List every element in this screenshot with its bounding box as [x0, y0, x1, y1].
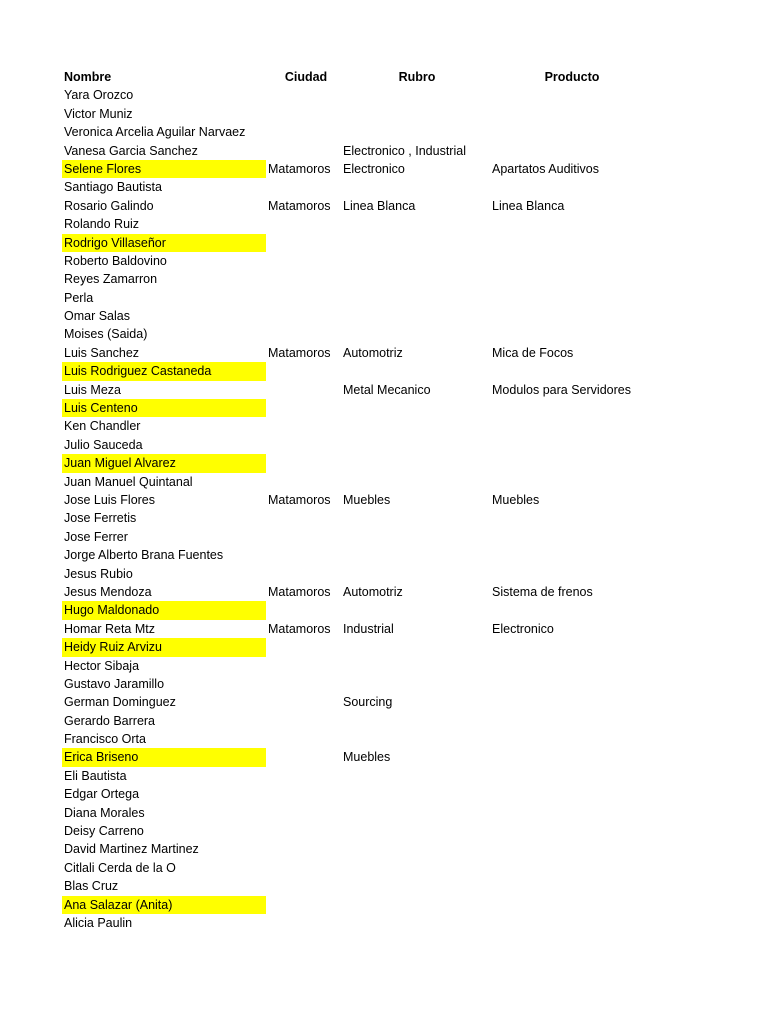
cell-producto — [492, 399, 682, 417]
cell-rubro — [343, 252, 491, 270]
header-nombre: Nombre — [64, 70, 112, 84]
cell-ciudad — [267, 252, 344, 270]
table-row — [62, 730, 682, 748]
cell-ciudad — [267, 307, 344, 325]
cell-rubro — [343, 675, 491, 693]
cell-ciudad — [267, 234, 344, 252]
cell-ciudad: Matamoros — [268, 345, 331, 360]
cell-rubro — [343, 86, 491, 104]
cell-rubro: Metal Mecanico — [343, 382, 431, 397]
cell-nombre: Edgar Ortega — [64, 787, 140, 802]
cell-nombre: Jorge Alberto Brana Fuentes — [64, 548, 224, 563]
cell-rubro — [343, 601, 491, 619]
cell-rubro — [343, 565, 491, 583]
cell-rubro — [343, 657, 491, 675]
table-row — [62, 362, 682, 380]
cell-ciudad — [267, 601, 344, 619]
cell-ciudad — [267, 840, 344, 858]
table-row — [62, 270, 682, 288]
header-producto: Producto — [544, 70, 600, 84]
cell-producto — [492, 657, 682, 675]
cell-ciudad: Matamoros — [268, 492, 331, 507]
cell-rubro — [343, 234, 491, 252]
cell-rubro — [343, 270, 491, 288]
table-row — [62, 583, 682, 601]
cell-nombre: Juan Miguel Alvarez — [62, 454, 266, 472]
cell-nombre: Roberto Baldovino — [64, 253, 167, 268]
cell-ciudad: Matamoros — [268, 161, 331, 176]
cell-nombre: Omar Salas — [64, 309, 130, 324]
cell-nombre: Reyes Zamarron — [64, 272, 158, 287]
cell-producto: Muebles — [492, 492, 540, 507]
cell-ciudad — [267, 528, 344, 546]
table-row — [62, 436, 682, 454]
cell-ciudad — [267, 178, 344, 196]
cell-nombre: Luis Rodriguez Castaneda — [62, 362, 266, 380]
cell-nombre: Homar Reta Mtz — [64, 621, 155, 636]
cell-rubro — [343, 914, 491, 932]
table-row — [62, 748, 682, 766]
table-row — [62, 785, 682, 803]
cell-ciudad — [267, 123, 344, 141]
cell-producto: Mica de Focos — [492, 345, 574, 360]
cell-nombre: Ana Salazar (Anita) — [62, 896, 266, 914]
cell-producto: Electronico — [492, 621, 554, 636]
cell-rubro: Automotriz — [343, 584, 403, 599]
table-row — [62, 565, 682, 583]
cell-ciudad — [267, 914, 344, 932]
cell-rubro — [343, 178, 491, 196]
table-row — [62, 491, 682, 509]
cell-ciudad — [267, 767, 344, 785]
cell-rubro: Automotriz — [343, 345, 403, 360]
cell-ciudad — [267, 105, 344, 123]
cell-rubro — [343, 804, 491, 822]
cell-ciudad — [267, 657, 344, 675]
table-row — [62, 123, 682, 141]
table-row — [62, 234, 682, 252]
cell-producto — [492, 693, 682, 711]
cell-ciudad: Matamoros — [268, 621, 331, 636]
cell-ciudad — [267, 877, 344, 895]
cell-ciudad — [267, 142, 344, 160]
cell-ciudad — [267, 785, 344, 803]
cell-ciudad — [267, 565, 344, 583]
cell-rubro — [343, 896, 491, 914]
cell-producto — [492, 804, 682, 822]
cell-ciudad: Matamoros — [268, 198, 331, 213]
cell-nombre: Diana Morales — [64, 805, 145, 820]
cell-rubro — [343, 325, 491, 343]
cell-producto — [492, 473, 682, 491]
table-row — [62, 877, 682, 895]
table-row — [62, 344, 682, 362]
table-row — [62, 105, 682, 123]
cell-rubro — [343, 785, 491, 803]
cell-rubro — [343, 859, 491, 877]
cell-producto — [492, 509, 682, 527]
table-row — [62, 657, 682, 675]
cell-producto — [492, 565, 682, 583]
table-row — [62, 252, 682, 270]
table-row — [62, 601, 682, 619]
cell-nombre: Jesus Rubio — [64, 566, 133, 581]
cell-rubro: Muebles — [343, 750, 391, 765]
table-row — [62, 859, 682, 877]
cell-nombre: Moises (Saida) — [64, 327, 148, 342]
cell-producto — [492, 307, 682, 325]
cell-producto — [492, 914, 682, 932]
cell-ciudad — [267, 325, 344, 343]
cell-rubro — [343, 105, 491, 123]
cell-rubro — [343, 307, 491, 325]
cell-producto — [492, 675, 682, 693]
cell-nombre: Citlali Cerda de la O — [64, 860, 176, 875]
cell-producto — [492, 767, 682, 785]
cell-nombre: David Martinez Martinez — [64, 842, 199, 857]
cell-ciudad — [267, 859, 344, 877]
cell-nombre: Rodrigo Villaseñor — [62, 234, 266, 252]
table-row — [62, 215, 682, 233]
cell-ciudad — [267, 675, 344, 693]
cell-producto — [492, 730, 682, 748]
table-row — [62, 620, 682, 638]
cell-nombre: Gerardo Barrera — [64, 713, 156, 728]
cell-ciudad: Matamoros — [268, 584, 331, 599]
cell-nombre: Luis Meza — [64, 382, 121, 397]
spreadsheet-table — [62, 68, 682, 932]
cell-rubro — [343, 730, 491, 748]
cell-nombre: Vanesa Garcia Sanchez — [64, 143, 198, 158]
cell-ciudad — [267, 454, 344, 472]
cell-producto — [492, 215, 682, 233]
cell-producto — [492, 362, 682, 380]
table-row — [62, 197, 682, 215]
cell-ciudad — [267, 399, 344, 417]
cell-ciudad — [267, 822, 344, 840]
cell-ciudad — [267, 436, 344, 454]
cell-producto — [492, 289, 682, 307]
cell-rubro — [343, 454, 491, 472]
cell-producto — [492, 859, 682, 877]
cell-producto — [492, 896, 682, 914]
cell-ciudad — [267, 730, 344, 748]
cell-nombre: Juan Manuel Quintanal — [64, 474, 193, 489]
cell-producto: Sistema de frenos — [492, 584, 593, 599]
cell-nombre: Luis Sanchez — [64, 345, 140, 360]
table-row — [62, 546, 682, 564]
cell-nombre: Selene Flores — [62, 160, 266, 178]
cell-producto: Apartatos Auditivos — [492, 161, 600, 176]
cell-producto — [492, 822, 682, 840]
table-row — [62, 804, 682, 822]
cell-nombre: Jesus Mendoza — [64, 584, 152, 599]
table-row — [62, 142, 682, 160]
cell-ciudad — [267, 215, 344, 233]
cell-nombre: Santiago Bautista — [64, 180, 162, 195]
cell-producto — [492, 785, 682, 803]
cell-nombre: Alicia Paulin — [64, 915, 133, 930]
cell-rubro — [343, 877, 491, 895]
table-row — [62, 307, 682, 325]
cell-nombre: Yara Orozco — [64, 88, 134, 103]
table-row — [62, 638, 682, 656]
cell-ciudad — [267, 381, 344, 399]
cell-producto — [492, 601, 682, 619]
cell-nombre: Blas Cruz — [64, 879, 119, 894]
cell-producto — [492, 105, 682, 123]
cell-producto: Linea Blanca — [492, 198, 565, 213]
table-body — [62, 86, 682, 932]
table-row — [62, 822, 682, 840]
cell-nombre: Julio Sauceda — [64, 437, 143, 452]
cell-nombre: Rolando Ruiz — [64, 217, 140, 232]
cell-nombre: Deisy Carreno — [64, 824, 144, 839]
cell-nombre: Luis Centeno — [62, 399, 266, 417]
cell-ciudad — [267, 693, 344, 711]
table-row — [62, 178, 682, 196]
cell-rubro — [343, 546, 491, 564]
cell-ciudad — [267, 509, 344, 527]
cell-rubro — [343, 528, 491, 546]
cell-nombre: Veronica Arcelia Aguilar Narvaez — [64, 125, 246, 140]
cell-nombre: Eli Bautista — [64, 768, 127, 783]
table-row — [62, 473, 682, 491]
cell-producto — [492, 417, 682, 435]
cell-rubro — [343, 473, 491, 491]
cell-producto — [492, 436, 682, 454]
cell-ciudad — [267, 362, 344, 380]
cell-nombre: Hector Sibaja — [64, 658, 140, 673]
cell-rubro — [343, 767, 491, 785]
cell-ciudad — [267, 86, 344, 104]
header-rubro: Rubro — [398, 70, 436, 84]
header-ciudad: Ciudad — [284, 70, 328, 84]
table-row — [62, 896, 682, 914]
cell-rubro — [343, 840, 491, 858]
cell-ciudad — [267, 289, 344, 307]
table-row — [62, 712, 682, 730]
cell-rubro: Electronico , Industrial — [343, 143, 466, 158]
cell-producto — [492, 546, 682, 564]
cell-nombre: Erica Briseno — [62, 748, 266, 766]
cell-nombre: Jose Luis Flores — [64, 492, 156, 507]
table-row — [62, 840, 682, 858]
cell-producto — [492, 142, 682, 160]
cell-producto — [492, 270, 682, 288]
cell-rubro — [343, 362, 491, 380]
cell-rubro — [343, 215, 491, 233]
cell-producto — [492, 86, 682, 104]
table-row — [62, 160, 682, 178]
cell-nombre: Jose Ferrer — [64, 529, 128, 544]
cell-producto — [492, 528, 682, 546]
cell-producto: Modulos para Servidores — [492, 382, 631, 397]
cell-rubro — [343, 822, 491, 840]
cell-ciudad — [267, 270, 344, 288]
table-row — [62, 381, 682, 399]
cell-producto — [492, 123, 682, 141]
table-row — [62, 289, 682, 307]
table-row — [62, 399, 682, 417]
cell-producto — [492, 454, 682, 472]
cell-nombre: Victor Muniz — [64, 106, 133, 121]
cell-rubro: Industrial — [343, 621, 394, 636]
cell-producto — [492, 178, 682, 196]
cell-rubro: Linea Blanca — [343, 198, 416, 213]
cell-ciudad — [267, 417, 344, 435]
cell-ciudad — [267, 804, 344, 822]
cell-nombre: Heidy Ruiz Arvizu — [62, 638, 266, 656]
cell-ciudad — [267, 638, 344, 656]
cell-rubro — [343, 123, 491, 141]
cell-nombre: Perla — [64, 290, 94, 305]
table-row — [62, 454, 682, 472]
cell-rubro — [343, 509, 491, 527]
cell-rubro: Muebles — [343, 492, 391, 507]
table-row — [62, 417, 682, 435]
cell-producto — [492, 877, 682, 895]
cell-nombre: Jose Ferretis — [64, 511, 137, 526]
cell-ciudad — [267, 473, 344, 491]
header-row — [62, 68, 682, 86]
table-row — [62, 914, 682, 932]
cell-rubro: Sourcing — [343, 695, 393, 710]
cell-nombre: German Dominguez — [64, 695, 176, 710]
cell-nombre: Ken Chandler — [64, 419, 141, 434]
cell-producto — [492, 325, 682, 343]
table-row — [62, 509, 682, 527]
cell-rubro — [343, 436, 491, 454]
table-row — [62, 86, 682, 104]
cell-rubro — [343, 417, 491, 435]
cell-producto — [492, 234, 682, 252]
cell-nombre: Gustavo Jaramillo — [64, 676, 165, 691]
cell-rubro — [343, 289, 491, 307]
table-row — [62, 325, 682, 343]
cell-ciudad — [267, 712, 344, 730]
cell-rubro — [343, 399, 491, 417]
table-row — [62, 767, 682, 785]
table-row — [62, 675, 682, 693]
cell-ciudad — [267, 748, 344, 766]
table-row — [62, 693, 682, 711]
cell-producto — [492, 712, 682, 730]
cell-nombre: Francisco Orta — [64, 732, 146, 747]
cell-producto — [492, 638, 682, 656]
cell-producto — [492, 748, 682, 766]
cell-producto — [492, 252, 682, 270]
cell-ciudad — [267, 546, 344, 564]
cell-ciudad — [267, 896, 344, 914]
cell-rubro: Electronico — [343, 161, 405, 176]
cell-producto — [492, 840, 682, 858]
cell-rubro — [343, 638, 491, 656]
cell-nombre: Hugo Maldonado — [62, 601, 266, 619]
table-row — [62, 528, 682, 546]
cell-nombre: Rosario Galindo — [64, 198, 154, 213]
cell-rubro — [343, 712, 491, 730]
